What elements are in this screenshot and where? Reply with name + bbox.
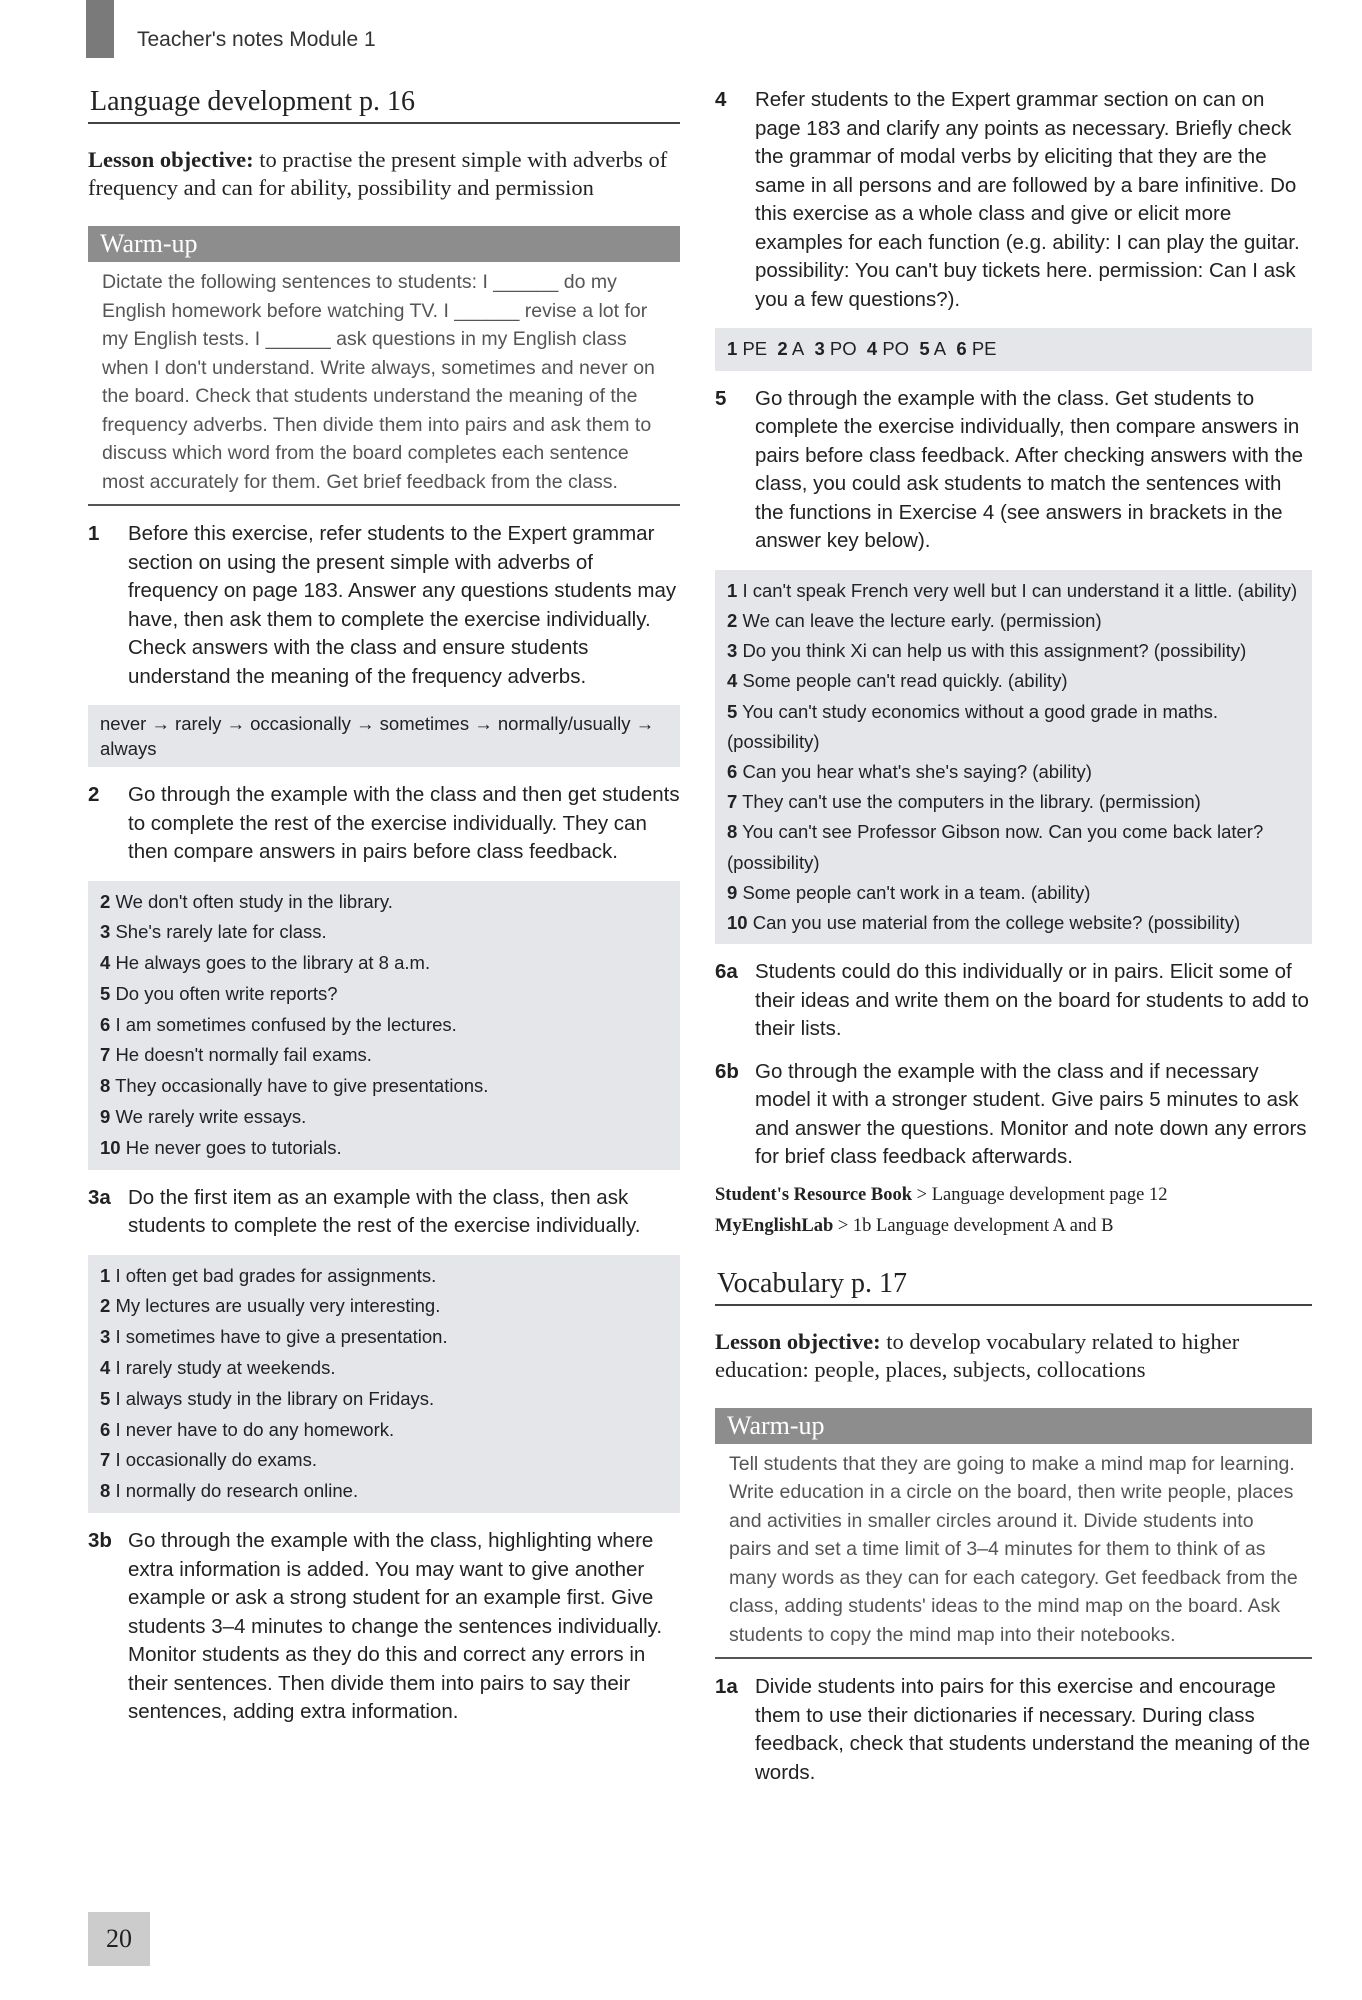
answer-line: 5 Do you often write reports? xyxy=(100,982,338,1004)
warmup-title-2: Warm-up xyxy=(715,1408,1312,1444)
exercise-3b xyxy=(88,1527,680,1727)
answer-line: 2 My lectures are usually very interesting. xyxy=(100,1295,441,1317)
exercise-text: Students could do this individually or in pairs. Elicit some of their ideas and write them on the board for students to add to their lists. xyxy=(755,960,1309,1041)
exercise-1 xyxy=(88,520,680,691)
answer-line: 4 I rarely study at weekends. xyxy=(100,1357,336,1379)
exercise-1a xyxy=(715,1673,1312,1787)
exercise-number: 1 xyxy=(88,522,100,545)
answer-box-1 xyxy=(88,705,680,767)
exercise-5 xyxy=(715,385,1312,556)
running-header: Teacher's notes Module 1 xyxy=(137,28,376,51)
answer-line: 8 I normally do research online. xyxy=(100,1480,359,1502)
warmup-text-2: Tell students that they are going to make a mind map for learning. Write education in a circle on the board, then write people, places and activities in smaller circles around it. Divide students into pairs and set a time limit of 3–4 minutes for them to think of as many words as they can for each category. Get feedback from the class, adding students' ideas to the mind map on the board. Ask students to copy the mind map into their notebooks. xyxy=(715,1444,1312,1660)
answer-line: 5 I always study in the library on Fridays. xyxy=(100,1387,435,1409)
right-column xyxy=(715,86,1312,1787)
resource-ref-1: Student's Resource Book > Language development page 12 xyxy=(715,1184,1168,1205)
answer-line: 9 We rarely write essays. xyxy=(100,1106,307,1128)
exercise-number: 3b xyxy=(88,1529,112,1553)
exercise-number: 5 xyxy=(715,386,727,410)
section-heading-language-development: Language development p. 16 xyxy=(88,86,680,124)
page-number: 20 xyxy=(88,1912,150,1966)
answer-line: 7 They can't use the computers in the library. (permission) xyxy=(727,791,1201,813)
answer-line: 10 He never goes to tutorials. xyxy=(100,1136,342,1158)
exercise-text: Divide students into pairs for this exercise and encourage them to use their dictionaries if necessary. During class feedback, check that students understand the meaning of the words. xyxy=(755,1675,1311,1784)
answer-line: 5 You can't study economics without a good grade in maths. (possibility) xyxy=(727,700,1219,752)
answer-line: 6 I never have to do any homework. xyxy=(100,1418,395,1440)
answer-line: 9 Some people can't work in a team. (ability) xyxy=(727,881,1091,903)
answer-line: 6 I am sometimes confused by the lectures. xyxy=(100,1013,457,1035)
objective-text: to practise the present simple with adverbs of frequency and can for ability, possibility and permission xyxy=(88,147,668,200)
exercise-4 xyxy=(715,86,1312,314)
objective-text: to develop vocabulary related to higher education: people, places, subjects, collocations xyxy=(715,1328,1240,1382)
answer-line: 8 They occasionally have to give presentations. xyxy=(100,1075,489,1097)
left-column xyxy=(88,86,680,1727)
exercise-number: 2 xyxy=(88,783,100,806)
exercise-text: Go through the example with the class and if necessary model it with a stronger student. Give pairs 5 minutes to ask and answer the questions. Monitor and note down any errors for brief class feedback afterwards. xyxy=(755,1059,1307,1169)
answer-box-5 xyxy=(715,570,1312,944)
exercise-3a xyxy=(88,1184,680,1241)
exercise-number: 3a xyxy=(88,1185,111,1209)
lesson-objective xyxy=(88,146,680,202)
objective-label: Lesson objective: xyxy=(715,1328,881,1354)
exercise-number: 1a xyxy=(715,1675,738,1699)
answer-line: 4 Some people can't read quickly. (ability) xyxy=(727,670,1068,692)
header-bar xyxy=(86,0,114,58)
exercise-6a xyxy=(715,958,1312,1044)
warmup-text: Dictate the following sentences to students: I ______ do my English homework before watching TV. I ______ revise a lot for my English tests. I ______ ask questions in my English class when I don't understand. Write always, sometimes and never on the board. Check that students understand the meaning of the frequency adverbs. Then divide them into pairs and ask them to discuss which word from the board completes each sentence most accurately for them. Get brief feedback from the class. xyxy=(88,262,680,506)
answer-line: 8 You can't see Professor Gibson now. Can you come back later? (possibility) xyxy=(727,821,1264,873)
answer-box-3a xyxy=(88,1255,680,1513)
answer-line: 3 Do you think Xi can help us with this assignment? (possibility) xyxy=(727,640,1247,662)
objective-label: Lesson objective: xyxy=(88,147,254,172)
exercise-text: Go through the example with the class. Get students to complete the exercise individually, then compare answers in pairs before class feedback. After checking answers with the class, you could ask students to match the sentences with the functions in Exercise 4 (see answers in brackets in the answer key below). xyxy=(755,386,1304,553)
exercise-text: Go through the example with the class and then get students to complete the rest of the exercise individually. They can then compare answers in pairs before class feedback. xyxy=(128,783,680,863)
resource-ref-2: MyEnglishLab > 1b Language development A and B xyxy=(715,1215,1114,1236)
exercise-number: 6a xyxy=(715,960,738,984)
exercise-number: 4 xyxy=(715,88,727,111)
answer-line: 3 I sometimes have to give a presentation. xyxy=(100,1326,448,1348)
answer-line: 2 We don't often study in the library. xyxy=(100,890,393,912)
exercise-2 xyxy=(88,781,680,867)
answer-line: 4 He always goes to the library at 8 a.m. xyxy=(100,952,431,974)
answer-line: 2 We can leave the lecture early. (permission) xyxy=(727,610,1102,631)
exercise-text: Do the first item as an example with the class, then ask students to complete the rest of the exercise individually. xyxy=(128,1185,641,1238)
exercise-6b xyxy=(715,1058,1312,1172)
answer-box-2 xyxy=(88,881,680,1170)
answer-box-4: 1 PE 2 A 3 PO 4 PO 5 A 6 PE xyxy=(715,328,1312,371)
answer-line: 1 I can't speak French very well but I can understand it a little. (ability) xyxy=(727,579,1298,601)
answer-line: 6 Can you hear what's she's saying? (ability) xyxy=(727,761,1092,783)
exercise-text: Before this exercise, refer students to the Expert grammar section on using the present simple with adverbs of frequency on page 183. Answer any questions students may have, then ask them to complete the exercise individually. Check answers with the class and ensure students understand the meaning of the frequency adverbs. xyxy=(128,522,677,688)
answer-line: 7 He doesn't normally fail exams. xyxy=(100,1044,372,1066)
answer-line: 1 I often get bad grades for assignments. xyxy=(100,1264,437,1286)
exercise-text: Refer students to the Expert grammar section on can on page 183 and clarify any points as necessary. Briefly check the grammar of modal verbs by eliciting that they are the same in all persons and are followed by a bare infinitive. Do this exercise as a whole class and give or elicit more examples for each function (e.g. ability: I can play the guitar. possibility: You can't buy tickets here. permission: Can I ask you a few questions?). xyxy=(755,88,1300,311)
resource-references xyxy=(715,1180,1312,1242)
answer-line: 10 Can you use material from the college website? (possibility) xyxy=(727,912,1241,934)
answer-line: 7 I occasionally do exams. xyxy=(100,1449,317,1471)
warmup-title: Warm-up xyxy=(88,226,680,262)
exercise-number: 6b xyxy=(715,1059,739,1083)
answer-text: never → rarely → occasionally → sometimes → normally/usually → always xyxy=(100,713,655,759)
answer-line: 3 She's rarely late for class. xyxy=(100,921,327,943)
exercise-text: Go through the example with the class, highlighting where extra information is added. You may want to give another example or ask a strong student for an example first. Give students 3–4 minutes to change the sentences individually. Monitor students as they do this and correct any errors in their sentences. Then divide them into pairs to say their sentences, adding extra information. xyxy=(128,1529,663,1724)
section-heading-vocabulary: Vocabulary p. 17 xyxy=(715,1268,1312,1306)
lesson-objective-2 xyxy=(715,1328,1312,1384)
